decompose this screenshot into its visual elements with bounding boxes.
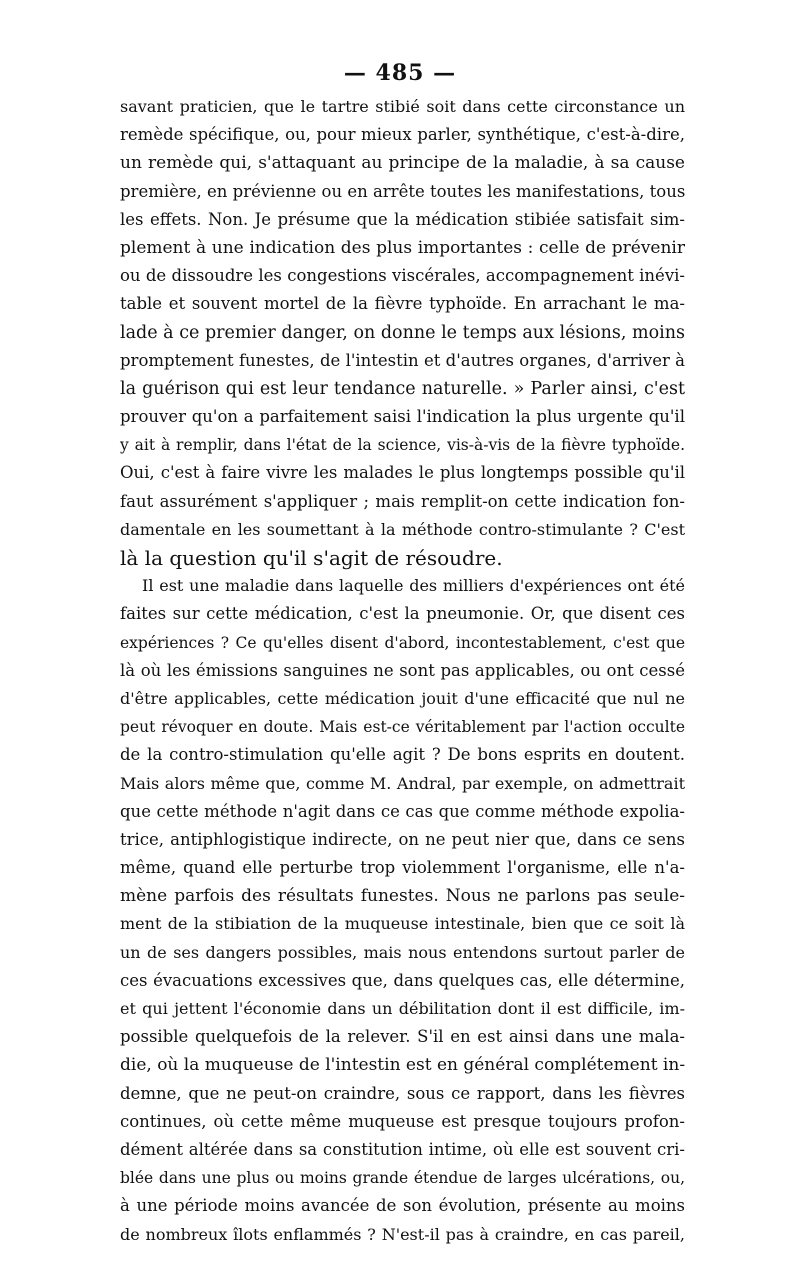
text-line: continues, où cette même muqueuse est presque toujours profon- [120,1111,685,1131]
text-line: remède spécifique, ou, pour mieux parler, synthétique, c'est-à-dire, [120,125,685,145]
text-line: Mais alors même que, comme M. Andral, par exemple, on admettrait [120,773,685,793]
text-line: prouver qu'on a parfaitement saisi l'indication la plus urgente qu'il [120,407,685,427]
text-line: damentale en les soumettant à la méthode contro-stimulante ? C'est [120,519,685,539]
text-line: y ait à remplir, dans l'état de la science, vis-à-vis de la fièvre typhoïde. [120,436,685,455]
text-line: les effets. Non. Je présume que la médication stibiée satisfait sim- [120,209,685,229]
text-line: un remède qui, s'attaquant au principe de la maladie, à sa cause [120,153,685,174]
text-line: trice, antiphlogistique indirecte, on ne peut nier que, dans ce sens [120,829,685,849]
text-line: possible quelquefois de la relever. S'il en est ainsi dans une mala- [120,1027,685,1047]
text-line: lade à ce premier danger, on donne le temps aux lésions, moins [120,322,685,343]
text-line: savant praticien, que le tartre stibié soit dans cette circonstance un [120,97,685,116]
text-line: d'être applicables, cette médication jouit d'une efficacité que nul ne [120,688,685,708]
text-line: promptement funestes, de l'intestin et d'autres organes, d'arriver à [120,350,685,370]
text-line: demne, que ne peut-on craindre, sous ce rapport, dans les fièvres [120,1083,685,1103]
text-line: de nombreux îlots enflammés ? N'est-il pas à craindre, en cas pareil, [120,1224,685,1244]
text-line: ment de la stibiation de la muqueuse intestinale, bien que ce soit là [120,914,685,934]
text-line: que cette méthode n'agit dans ce cas que comme méthode expolia- [120,801,685,821]
text-line: mène parfois des résultats funestes. Nous ne parlons pas seule- [120,886,685,907]
text-line: un de ses dangers possibles, mais nous entendons surtout parler de [120,942,685,962]
paragraph-start-line: Il est une maladie dans laquelle des milliers d'expériences ont été [142,576,685,596]
text-line: Oui, c'est à faire vivre les malades le plus longtemps possible qu'il [120,463,685,483]
text-line: faites sur cette médication, c'est la pneumonie. Or, que disent ces [120,604,685,624]
text-line: table et souvent mortel de la fièvre typhoïde. En arrachant le ma- [120,294,685,314]
paragraph-end-line: là la question qu'il s'agit de résoudre. [120,546,503,570]
text-line: et qui jettent l'économie dans un débilitation dont il est difficile, im- [120,999,685,1018]
text-line: blée dans une plus ou moins grande étendue de larges ulcérations, ou, [120,1169,685,1188]
text-line: die, où la muqueuse de l'intestin est en général complétement in- [120,1055,686,1076]
text-line: première, en prévienne ou en arrête toutes les manifestations, tous [120,181,686,201]
body-text [120,93,685,1249]
text-line: ou de dissoudre les congestions viscérales, accompagnement inévi- [120,266,685,286]
text-line: expériences ? Ce qu'elles disent d'abord, incontestablement, c'est que [120,633,685,652]
text-line: à une période moins avancée de son évolution, présente au moins [120,1196,685,1216]
text-line: plement à une indication des plus importantes : celle de prévenir [120,237,685,258]
text-line: là où les émissions sanguines ne sont pas applicables, ou ont cessé [120,660,685,680]
text-line: même, quand elle perturbe trop violemment l'organisme, elle n'a- [120,858,685,878]
text-line: de la contro-stimulation qu'elle agit ? De bons esprits en doutent. [120,745,685,765]
text-line: peut révoquer en doute. Mais est-ce véritablement par l'action occulte [120,718,685,737]
page-number: — 485 — [343,60,457,86]
text-line: dément altérée dans sa constitution intime, où elle est souvent cri- [120,1139,685,1159]
text-line: faut assurément s'appliquer ; mais remplit-on cette indication fon- [120,491,685,511]
text-line: la guérison qui est leur tendance naturelle. » Parler ainsi, c'est [120,378,685,399]
text-line: ces évacuations excessives que, dans quelques cas, elle détermine, [120,970,685,990]
